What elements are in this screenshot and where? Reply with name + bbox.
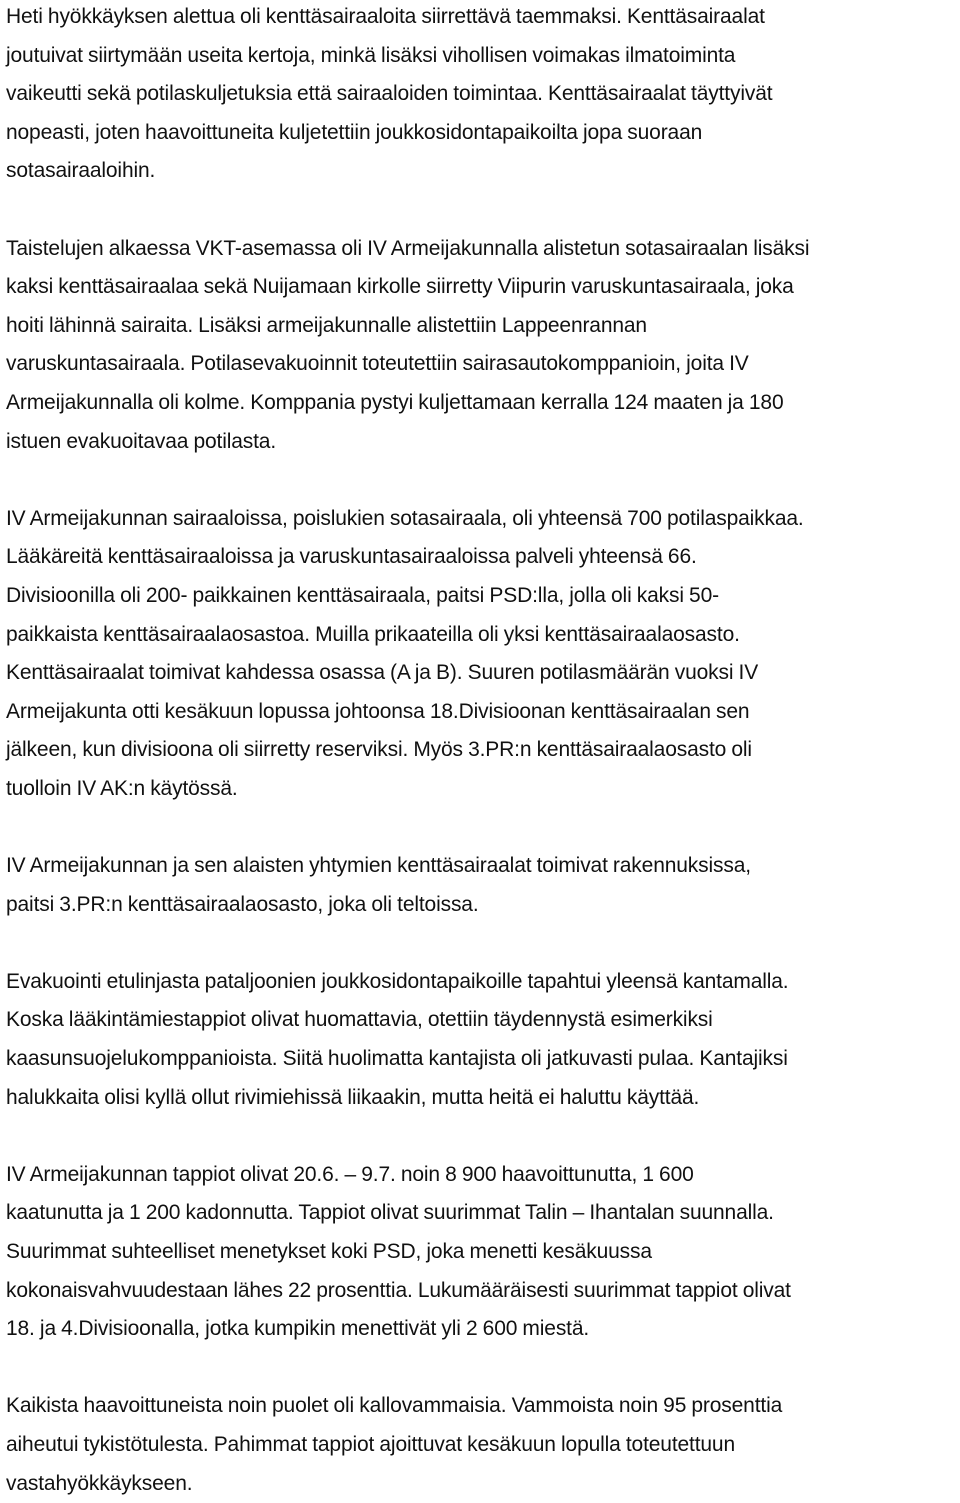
text-line: hoiti lähinnä sairaita. Lisäksi armeijakunnalle alistettiin Lappeenrannan (6, 313, 647, 337)
text-line: kaasunsuojelukomppanioista. Siitä huolimatta kantajista oli jatkuvasti pulaa. Kantajiksi (6, 1047, 788, 1071)
text-line: tuolloin IV AK:n käytössä. (6, 776, 238, 800)
text-line: Suurimmat suhteelliset menetykset koki PSD, joka menetti kesäkuussa (6, 1240, 652, 1263)
text-line: paikkaista kenttäsairaalaosastoa. Muilla prikaateilla oli yksi kenttäsairaalaosasto. (6, 622, 740, 646)
text-line: Lääkäreitä kenttäsairaaloissa ja varuskuntasairaaloissa palveli yhteensä 66. (6, 545, 697, 569)
text-line: aiheutui tykistötulesta. Pahimmat tappiot ajoittuvat kesäkuun lopulla toteutettuun (6, 1432, 735, 1456)
paragraph-1 (6, 0, 956, 191)
text-line: IV Armeijakunnan tappiot olivat 20.6. – 9.7. noin 8 900 haavoittunutta, 1 600 (6, 1162, 694, 1186)
text-line: Taistelujen alkaessa VKT-asemassa oli IV Armeijakunnalla alistetun sotasairaalan lisäksi (6, 236, 810, 260)
text-line: joutuivat siirtymään useita kertoja, minkä lisäksi vihollisen voimakas ilmatoiminta (6, 43, 736, 67)
text-line: kaksi kenttäsairaalaa sekä Nuijamaan kirkolle siirretty Viipurin varuskuntasairaala, joka (6, 275, 794, 299)
text-line: halukkaita olisi kyllä ollut rivimiehissä liikaakin, mutta heitä ei haluttu käyttää. (6, 1085, 700, 1109)
paragraph-4 (6, 847, 956, 924)
text-line: paitsi 3.PR:n kenttäsairaalaosasto, joka oli teltoissa. (6, 892, 479, 916)
paragraph-3 (6, 500, 956, 809)
text-line: Kaikista haavoittuneista noin puolet oli kallovammaisia. Vammoista noin 95 prosenttia (6, 1394, 783, 1418)
paragraph-6 (6, 1156, 956, 1349)
text-line: Divisioonilla oli 200- paikkainen kenttäsairaala, paitsi PSD:lla, jolla oli kaksi 50- (6, 583, 719, 607)
paragraph-5 (6, 963, 956, 1117)
text-line: Heti hyökkäyksen alettua oli kenttäsairaaloita siirrettävä taemmaksi. Kenttäsairaalat (6, 5, 765, 28)
text-line: IV Armeijakunnan ja sen alaisten yhtymien kenttäsairaalat toimivat rakennuksissa, (6, 854, 751, 878)
text-line: sotasairaaloihin. (6, 159, 156, 183)
text-line: Evakuointi etulinjasta pataljoonien joukkosidontapaikoille tapahtui yleensä kantamalla. (6, 969, 789, 993)
text-line: jälkeen, kun divisioona oli siirretty reserviksi. Myös 3.PR:n kenttäsairaalaosasto oli (6, 738, 752, 762)
text-line: kaatunutta ja 1 200 kadonnutta. Tappiot olivat suurimmat Talin – Ihantalan suunnalla. (6, 1201, 774, 1225)
text-line: 18. ja 4.Divisioonalla, jotka kumpikin menettivät yli 2 600 miestä. (6, 1317, 590, 1341)
text-line: Koska lääkintämiestappiot olivat huomattavia, otettiin täydennystä esimerkiksi (6, 1008, 713, 1032)
paragraph-2 (6, 230, 956, 462)
text-line: Armeijakunta otti kesäkuun lopussa johtoonsa 18.Divisioonan kenttäsairaalan sen (6, 699, 750, 723)
paragraph-7 (6, 1387, 956, 1503)
text-line: Armeijakunnalla oli kolme. Komppania pystyi kuljettamaan kerralla 124 maaten ja 180 (6, 390, 784, 414)
text-line: Kenttäsairaalat toimivat kahdessa osassa (A ja B). Suuren potilasmäärän vuoksi IV (6, 661, 759, 685)
text-line: varuskuntasairaala. Potilasevakuoinnit toteutettiin sairasautokomppanioin, joita IV (6, 352, 749, 376)
text-line: IV Armeijakunnan sairaaloissa, poislukien sotasairaala, oli yhteensä 700 potilaspaikkaa. (6, 506, 804, 530)
document-body (6, 0, 956, 1503)
text-line: istuen evakuoitavaa potilasta. (6, 429, 277, 453)
text-line: vaikeutti sekä potilaskuljetuksia että sairaaloiden toimintaa. Kenttäsairaalat täyttyivät (6, 82, 773, 106)
text-line: kokonaisvahvuudestaan lähes 22 prosenttia. Lukumääräisesti suurimmat tappiot olivat (6, 1278, 791, 1302)
text-line: nopeasti, joten haavoittuneita kuljetettiin joukkosidontapaikoilta jopa suoraan (6, 120, 703, 144)
text-line: vastahyökkäykseen. (6, 1471, 193, 1495)
